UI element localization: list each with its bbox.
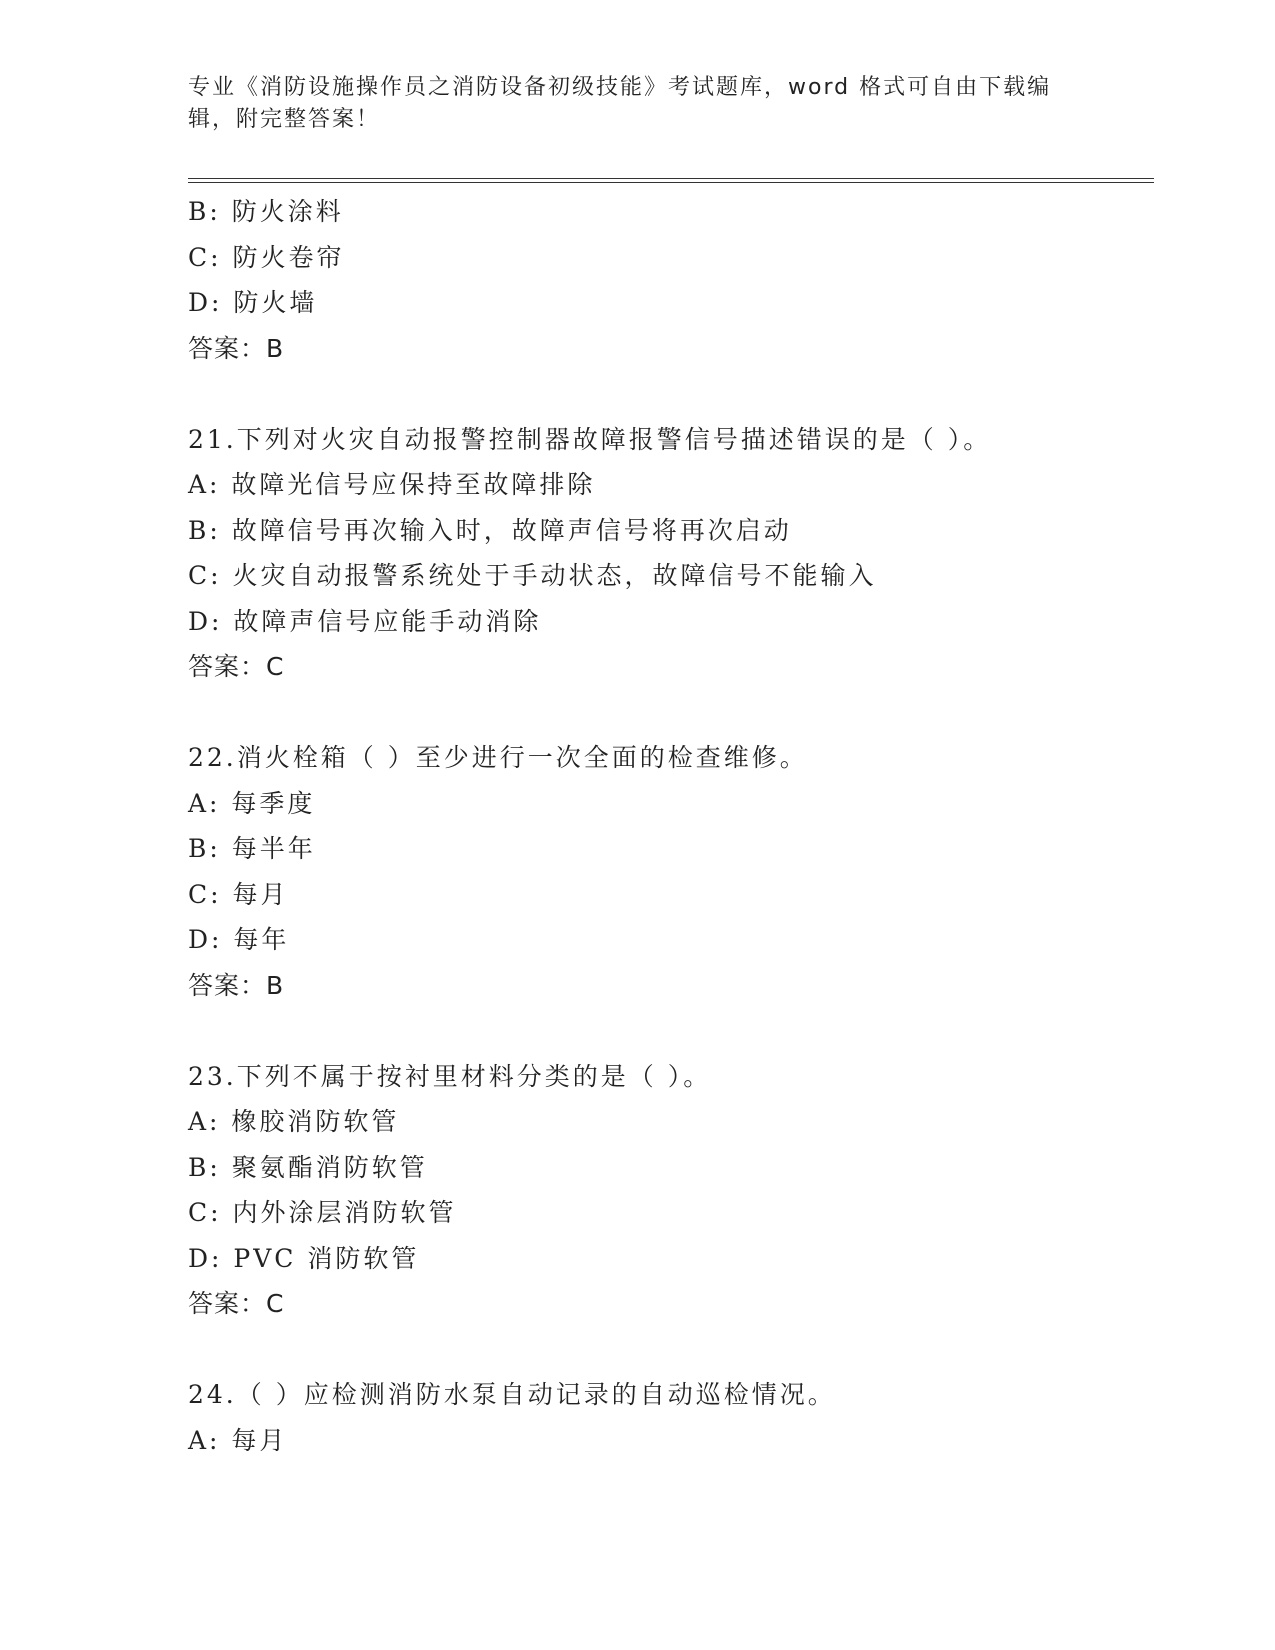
option-c: C: 内外涂层消防软管 bbox=[188, 1198, 457, 1227]
option-c: C: 火灾自动报警系统处于手动状态，故障信号不能输入 bbox=[188, 561, 877, 590]
option-c: C: 每月 bbox=[188, 879, 289, 909]
option-d: D: 故障声信号应能手动消除 bbox=[188, 606, 542, 636]
option-d: D: 防火墙 bbox=[188, 288, 318, 317]
question-23 bbox=[188, 1054, 1154, 1327]
option-b: B: 每半年 bbox=[188, 834, 316, 863]
answer-line: 答案：B bbox=[188, 333, 285, 363]
question-21 bbox=[188, 417, 1154, 690]
question-20-partial bbox=[188, 189, 1154, 371]
option-b: B: 故障信号再次输入时，故障声信号将再次启动 bbox=[188, 515, 792, 545]
document-header: 专业《消防设施操作员之消防设备初级技能》考试题库，word 格式可自由下载编辑，附完整答案！ bbox=[188, 75, 1052, 132]
answer-line: 答案：B bbox=[188, 970, 285, 1000]
question-content bbox=[188, 189, 1154, 1463]
question-24 bbox=[188, 1372, 1154, 1463]
option-b: B: 防火涂料 bbox=[188, 197, 344, 226]
header-rule-bottom bbox=[188, 182, 1154, 183]
option-c: C: 防火卷帘 bbox=[188, 242, 345, 272]
question-title: 24.（ ）应检测消防水泵自动记录的自动巡检情况。 bbox=[188, 1380, 836, 1409]
header-rule-top bbox=[188, 178, 1154, 179]
question-22 bbox=[188, 735, 1154, 1008]
question-title: 22.消火栓箱（ ）至少进行一次全面的检查维修。 bbox=[188, 743, 808, 772]
option-d: D: 每年 bbox=[188, 925, 290, 954]
option-a: A: 每季度 bbox=[188, 788, 316, 818]
option-b: B: 聚氨酯消防软管 bbox=[188, 1152, 428, 1182]
option-a: A: 每月 bbox=[188, 1425, 288, 1455]
answer-line: 答案：C bbox=[188, 652, 285, 681]
question-title: 21.下列对火灾自动报警控制器故障报警信号描述错误的是（ ）。 bbox=[188, 424, 992, 454]
answer-line: 答案：C bbox=[188, 1289, 285, 1318]
option-a: A: 橡胶消防软管 bbox=[188, 1107, 400, 1136]
option-d: D: PVC 消防软管 bbox=[188, 1243, 420, 1273]
question-title: 23.下列不属于按衬里材料分类的是（ ）。 bbox=[188, 1061, 712, 1091]
option-a: A: 故障光信号应保持至故障排除 bbox=[188, 470, 596, 499]
